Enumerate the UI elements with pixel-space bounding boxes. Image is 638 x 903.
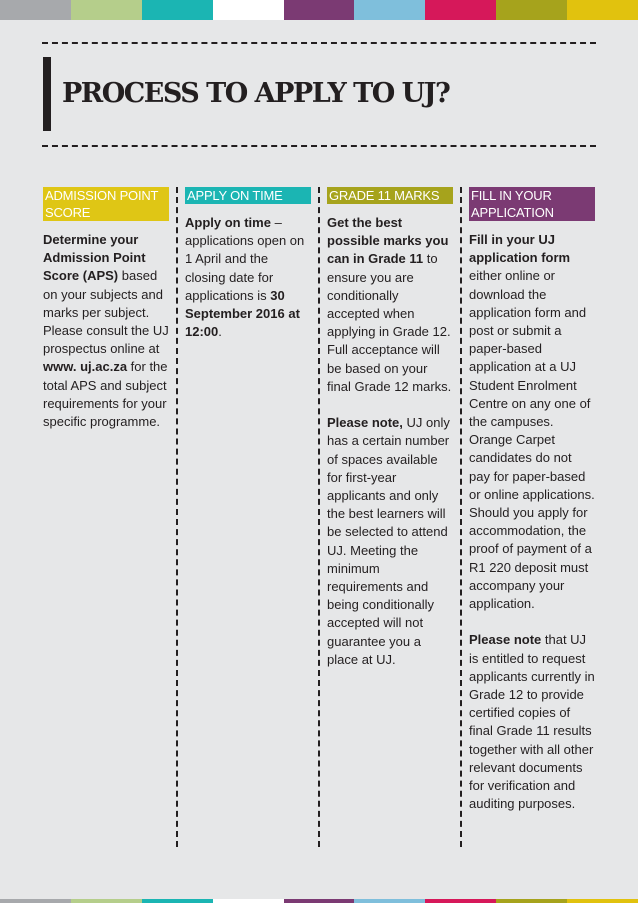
column-fill-in-application [469,187,595,832]
top-dashed-divider [42,42,596,44]
column-heading: FILL IN YOUR APPLICATION [469,187,595,221]
top-color-stripe [0,0,638,20]
stripe-segment [567,0,638,20]
stripe-segment [71,0,142,20]
title-dashed-divider [42,145,596,147]
column-body [327,214,453,669]
column-body [469,231,595,813]
stripe-segment [0,0,71,20]
bold-text: Determine your Admission Point Score (APS) [43,232,146,284]
bold-text: Get the best possible marks you can in Grade 11 [327,215,449,267]
stripe-segment [284,899,355,903]
column-heading: ADMISSION POINT SCORE [43,187,169,221]
column-dashed-divider [176,187,178,847]
body-text: that UJ is entitled to request applicants currently in Grade 12 to provide certified copies of final Grade 11 results together with all other relevant documents for verification and auditing purposes. [469,632,595,812]
stripe-segment [354,0,425,20]
column-paragraph [469,231,595,613]
stripe-segment [567,899,638,903]
body-text: – applications open on 1 April and the closing date for applications is [185,215,305,303]
title-accent-bar [43,57,51,131]
body-text: UJ only has a certain number of spaces available for first-year applicants and only the best learners will be selected to attend UJ. Meeting the minimum requirements and being conditionally accepted will not guarantee you a place at UJ. [327,415,450,667]
column-paragraph [185,214,311,341]
bold-text: Please note [469,632,542,648]
stripe-segment [0,899,71,903]
column-dashed-divider [318,187,320,847]
stripe-segment [496,0,567,20]
stripe-segment [284,0,355,20]
stripe-segment [71,899,142,903]
page-title: PROCESS TO APPLY TO UJ? [62,78,450,109]
bold-text: Fill in your UJ application form [469,232,571,266]
stripe-segment [354,899,425,903]
bold-text: www. uj.ac.za [43,359,128,375]
column-body [43,231,169,431]
column-paragraph [327,214,453,396]
column-paragraph [469,631,595,813]
bold-text: 30 September 2016 at 12:00 [185,287,300,340]
bold-text: Apply on time [185,215,271,230]
column-paragraph [43,231,169,431]
stripe-segment [496,899,567,903]
column-paragraph [327,414,453,669]
column-apply-on-time [185,187,311,360]
column-dashed-divider [460,187,462,847]
stripe-segment [213,0,284,20]
stripe-segment [425,0,496,20]
body-text: based on your subjects and marks per subject. Please consult the UJ prospectus online at [43,268,169,357]
stripe-segment [425,899,496,903]
body-text: . [218,324,222,340]
stripe-segment [213,899,284,903]
column-body [185,214,311,341]
bottom-color-stripe [0,899,638,903]
stripe-segment [142,0,213,20]
column-heading: GRADE 11 MARKS [327,187,453,204]
column-admission-point-score [43,187,169,449]
body-text: either online or download the application form and post or submit a paper-based application at a UJ Student Enrolment Centre on any one of the campuses. Orange Carpet candidates do not pay for paper-based or online applications. Should you apply for accommodation, the proof of payment of a R1 220 deposit must accompany your application. [469,268,595,612]
stripe-segment [142,899,213,903]
column-grade-11-marks [327,187,453,687]
body-text: to ensure you are conditionally accepted when applying in Grade 12. Full acceptance will be based on your final Grade 12 marks. [327,251,452,394]
body-text: for the total APS and subject requirements for your specific programme. [43,359,168,430]
bold-text: Please note, [327,415,403,431]
column-heading: APPLY ON TIME [185,187,311,204]
